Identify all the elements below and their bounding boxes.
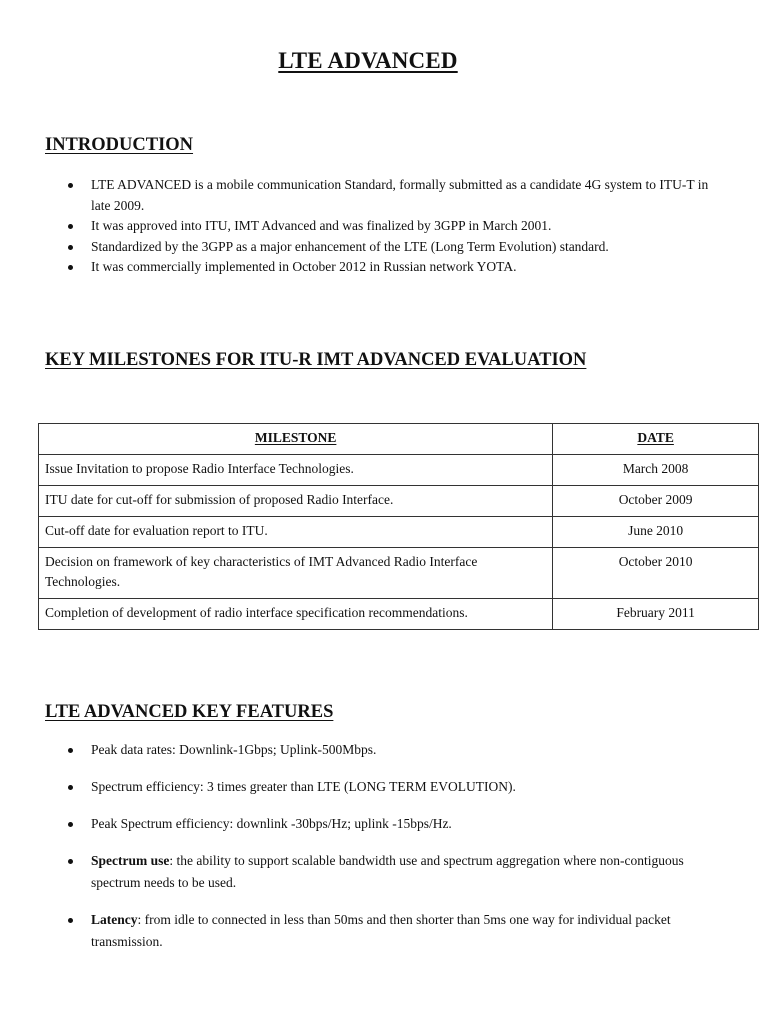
milestones-heading: KEY MILESTONES FOR ITU-R IMT ADVANCED EVALUATION	[45, 350, 587, 370]
table-header-row	[39, 424, 759, 455]
table-row	[39, 486, 759, 517]
milestone-cell: ITU date for cut-off for submission of proposed Radio Interface.	[39, 486, 553, 517]
date-cell: October 2009	[553, 486, 759, 517]
date-column-header: DATE	[553, 424, 759, 455]
table-row	[39, 455, 759, 486]
date-cell: March 2008	[553, 455, 759, 486]
feature-term: Latency	[91, 912, 138, 927]
features-list	[0, 739, 731, 968]
milestone-column-header: MILESTONE	[39, 424, 553, 455]
milestones-table	[38, 423, 759, 630]
list-item	[0, 909, 731, 953]
list-item	[0, 813, 731, 835]
list-item: Standardized by the 3GPP as a major enhancement of the LTE (Long Term Evolution) standard.	[0, 237, 731, 258]
feature-term: Spectrum use	[91, 853, 170, 868]
date-cell: June 2010	[553, 517, 759, 548]
table-row	[39, 517, 759, 548]
feature-text: Spectrum efficiency: 3 times greater than LTE (LONG TERM EVOLUTION).	[91, 779, 516, 794]
feature-text: Peak Spectrum efficiency: downlink -30bps/Hz; uplink -15bps/Hz.	[91, 816, 452, 831]
milestone-cell: Issue Invitation to propose Radio Interface Technologies.	[39, 455, 553, 486]
table-row	[39, 548, 759, 599]
feature-text: : from idle to connected in less than 50ms and then shorter than 5ms one way for individual packet transmission.	[91, 912, 671, 949]
introduction-heading: INTRODUCTION	[45, 135, 194, 155]
date-cell: February 2011	[553, 599, 759, 630]
milestone-cell: Decision on framework of key characteristics of IMT Advanced Radio Interface Technologies.	[39, 548, 553, 599]
milestone-cell: Cut-off date for evaluation report to ITU.	[39, 517, 553, 548]
list-item: It was commercially implemented in October 2012 in Russian network YOTA.	[0, 257, 731, 278]
features-heading: LTE ADVANCED KEY FEATURES	[45, 702, 334, 722]
list-item: LTE ADVANCED is a mobile communication Standard, formally submitted as a candidate 4G system to ITU-T in late 2009.	[0, 175, 731, 216]
milestone-cell: Completion of development of radio interface specification recommendations.	[39, 599, 553, 630]
date-cell: October 2010	[553, 548, 759, 599]
list-item	[0, 850, 731, 894]
list-item: It was approved into ITU, IMT Advanced and was finalized by 3GPP in March 2001.	[0, 216, 731, 237]
feature-text: Peak data rates: Downlink-1Gbps; Uplink-500Mbps.	[91, 742, 377, 757]
feature-text: : the ability to support scalable bandwidth use and spectrum aggregation where non-contiguous spectrum needs to be used.	[91, 853, 684, 890]
list-item	[0, 776, 731, 798]
introduction-list	[0, 175, 731, 278]
table-row	[39, 599, 759, 630]
document-title: LTE ADVANCED	[278, 48, 458, 73]
list-item	[0, 739, 731, 761]
